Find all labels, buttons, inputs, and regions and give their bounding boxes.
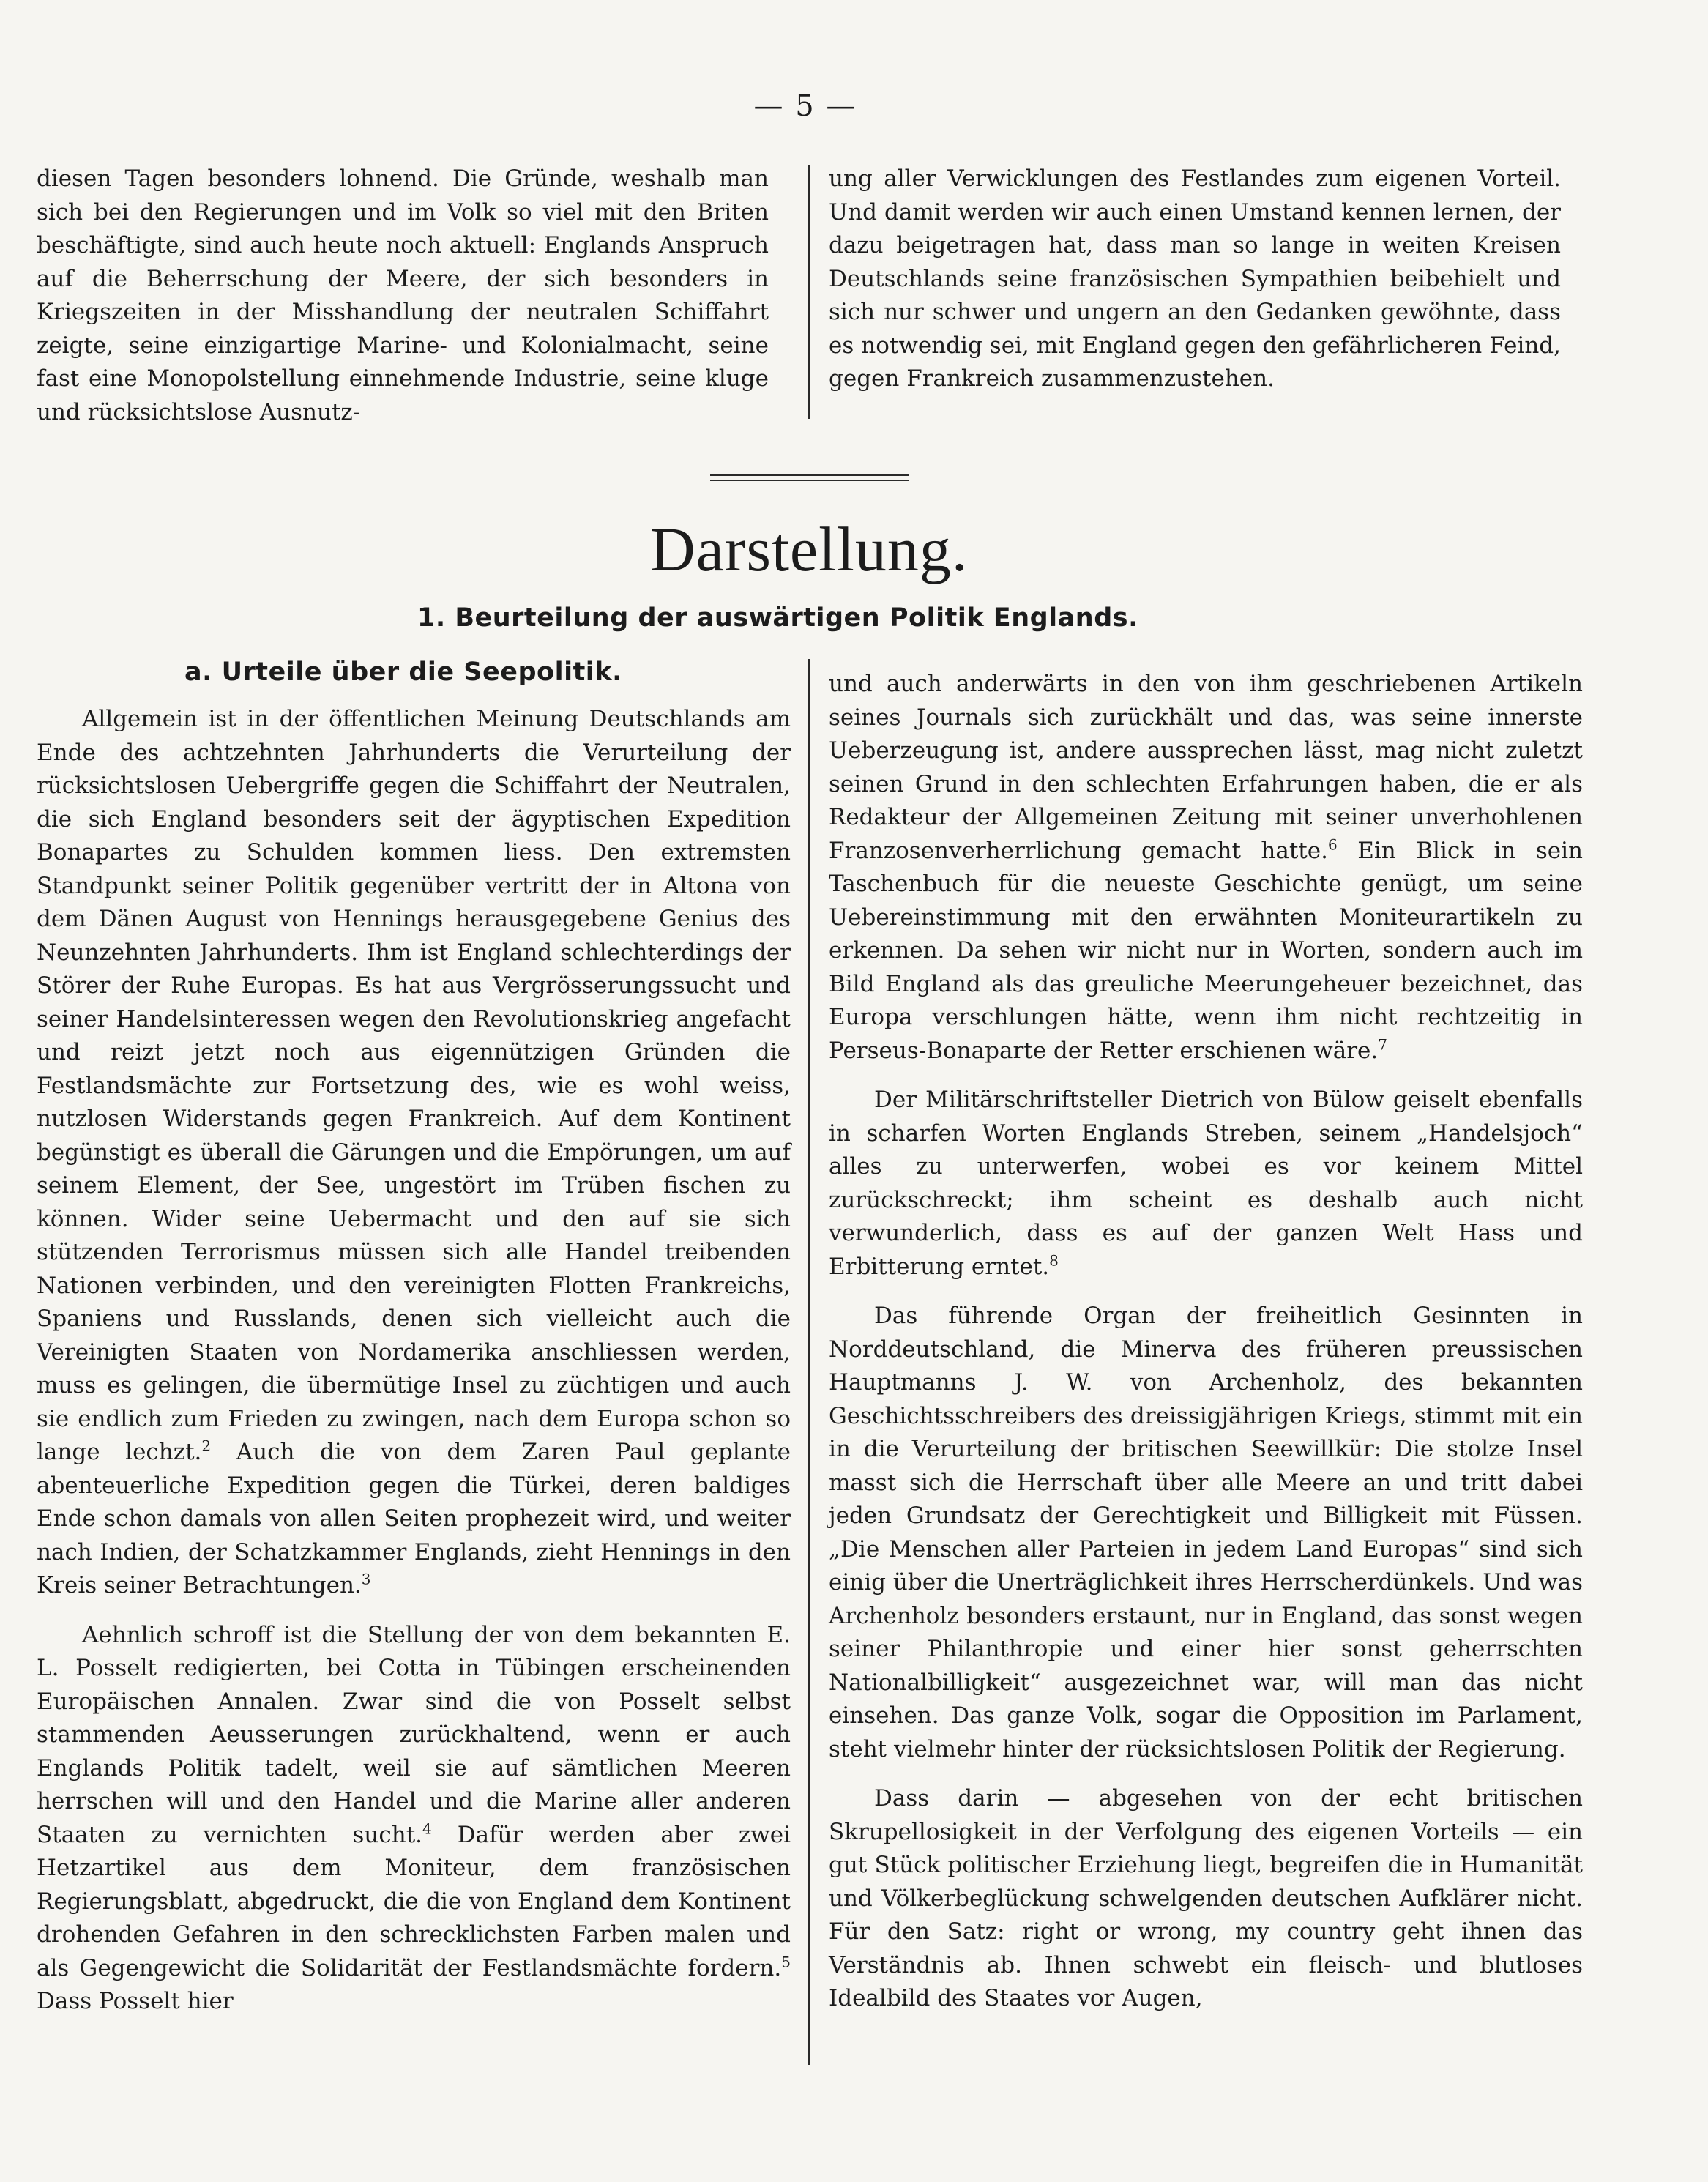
footnote-marker: 6	[1327, 835, 1338, 854]
intro-column-left	[37, 163, 769, 429]
footnote-marker: 2	[201, 1437, 212, 1455]
paragraph: ung aller Verwicklungen des Festlandes zum eigenen Vorteil. Und damit werden wir auch einen Umstand kennen lernen, der dazu beigetragen hat, dass man so lange in weiten Kreisen Deutschlands seine französischen Sympathien beibehielt und sich nur schwer und ungern an den Gedanken gewöhnte, dass es notwendig sei, mit England gegen den gefährlicheren Feind, gegen Frankreich zusammenzustehen.	[829, 165, 1561, 392]
body-column-right	[829, 668, 1583, 2016]
footnote-marker: 3	[361, 1570, 371, 1588]
footnote-marker: 8	[1049, 1251, 1059, 1270]
paragraph: Das führende Organ der freiheitlich Gesinnten in Norddeutschland, die Minerva des früheren preussischen Hauptmanns J. W. von Archenholz, des bekannten Geschichtsschreibers des dreissigjährigen Kriegs, stimmt mit ein in die Verurteilung der britischen Seewillkür: Die stolze Insel masst sich die Herrschaft über alle Meere an und tritt dabei jeden Grundsatz der Gerechtigkeit und Billigkeit mit Füssen. „Die Menschen aller Parteien in jedem Land Europas“ sind sich einig über die Unerträglichkeit ihres Herrscherdünkels. Und was Archenholz besonders erstaunt, nur in England, das sonst wegen seiner Philanthropie und einer hier sonst geherrschten Nationalbilligkeit“ ausgezeichnet war, will man das nicht einsehen. Das ganze Volk, sogar die Opposition im Parlament, steht vielmehr hinter der rücksichtslosen Politik der Regierung.	[829, 1303, 1583, 1762]
footnote-marker: 4	[422, 1820, 432, 1838]
column-divider	[808, 659, 810, 2065]
footnote-marker: 7	[1378, 1035, 1387, 1054]
paragraph: Allgemein ist in der öffentlichen Meinung Deutschlands am Ende des achtzehnten Jahrhunderts die Verurteilung der rücksichtslosen Uebergriffe gegen die Schiffahrt der Neutralen, die sich England besonders seit der ägyptischen Expedition Bonapartes zu Schulden kommen liess. Den extremsten Standpunkt seiner Politik gegenüber vertritt der in Altona von dem Dänen August von Hennings herausgegebene Genius des Neunzehnten Jahrhunderts. Ihm ist England schlechterdings der Störer der Ruhe Europas. Es hat aus Vergrösserungssucht und seiner Handelsinteressen wegen den Revolutionskrieg angefacht und reizt jetzt noch aus eigennützigen Gründen die Festlandsmächte zur Fortsetzung des, wie es wohl weiss, nutzlosen Widerstands gegen Frankreich. Auf dem Kontinent begünstigt es überall die Gärungen und die Empörungen, um auf seinem Element, der See, ungestört im Trüben fischen zu können. Wider seine Uebermacht und den auf sie sich stützenden Terrorismus müssen sich alle Handel treibenden Nationen verbinden, und den vereinigten Flotten Frankreichs, Spaniens und Russlands, denen sich vielleicht auch die Vereinigten Staaten von Nordamerika anschliessen werden, muss es gelingen, die übermütige Insel zu züchtigen und auch sie endlich zum Frieden zu zwingen, nach dem Europa schon so lange lechzt.$^2$ Auch die von dem Zaren Paul geplante abenteuerliche Expedition gegen die Türkei, deren baldiges Ende schon damals von allen Seiten prophezeit wird, und weiter nach Indien, der Schatzkammer Englands, zieht Hennings in den Kreis seiner Betrachtungen.$^3$	[37, 706, 791, 1598]
chapter-title: Darstellung.	[649, 514, 969, 584]
paragraph: Der Militärschriftsteller Dietrich von Bülow geiselt ebenfalls in scharfen Worten Englands Streben, seinem „Handelsjoch“ alles zu unterwerfen, wobei es vor keinem Mittel zurückschreckt; ihm scheint es deshalb auch nicht verwunderlich, dass es auf der ganzen Welt Hass und Erbitterung erntet.$^8$	[829, 1087, 1583, 1280]
body-column-left	[37, 703, 791, 2019]
paragraph: Aehnlich schroff ist die Stellung der von dem bekannten E. L. Posselt redigierten, bei Cotta in Tübingen erscheinenden Europäischen Annalen. Zwar sind die von Posselt selbst stammenden Aeusserungen zurückhaltend, wenn er auch Englands Politik tadelt, weil sie auf sämtlichen Meeren herrschen will und den Handel und die Marine aller anderen Staaten zu vernichten sucht.$^4$ Dafür werden aber zwei Hetzartikel aus dem Moniteur, dem französischen Regierungsblatt, abgedruckt, die die von England dem Kontinent drohenden Gefahren in den schrecklichsten Farben malen und als Gegengewicht die Solidarität der Festlandsmächte fordern.$^5$ Dass Posselt hier	[37, 1621, 791, 2014]
section-heading: 1. Beurteilung der auswärtigen Politik Englands.	[417, 603, 1138, 633]
column-divider	[808, 165, 810, 419]
page-number: — 5 —	[753, 89, 857, 123]
subsection-heading: a. Urteile über die Seepolitik.	[184, 658, 622, 687]
paragraph: Dass darin — abgesehen von der echt britischen Skrupellosigkeit in der Verfolgung des eigenen Vorteils — ein gut Stück politischer Erziehung liegt, begreifen die in Humanität und Völkerbeglückung schwelgenden deutschen Aufklärer nicht. Für den Satz: right or wrong, my country geht ihnen das Verständnis ab. Ihnen schwebt ein fleisch- und blutloses Idealbild des Staates vor Augen,	[829, 1785, 1583, 2011]
paragraph: diesen Tagen besonders lohnend. Die Gründe, weshalb man sich bei den Regierungen und im Volk so viel mit den Briten beschäftigte, sind auch heute noch aktuell: Englands Anspruch auf die Beherrschung der Meere, der sich besonders in Kriegszeiten in der Misshandlung der neutralen Schiffahrt zeigte, seine einzigartige Marine- und Kolonialmacht, seine fast eine Monopolstellung einnehmende Industrie, seine kluge und rücksichtslose Ausnutz-	[37, 165, 769, 425]
paragraph: und auch anderwärts in den von ihm geschriebenen Artikeln seines Journals sich zurückhält und das, was seine innerste Ueberzeugung ist, andere aussprechen lässt, mag nicht zuletzt seinen Grund in den schlechten Erfahrungen haben, die er als Redakteur der Allgemeinen Zeitung mit seiner unverhohlenen Franzosenverherrlichung gemacht hatte.$^6$ Ein Blick in sein Taschenbuch für die neueste Geschichte genügt, um seine Uebereinstimmung mit den erwähnten Moniteurartikeln zu erkennen. Da sehen wir nicht nur in Worten, sondern auch im Bild England als das greuliche Meerungeheuer bezeichnet, das Europa verschlungen hätte, wenn ihm nicht rechtzeitig in Perseus-Bonaparte der Retter erschienen wäre.$^7$	[829, 671, 1583, 1064]
section-divider	[710, 474, 909, 481]
intro-column-right	[829, 163, 1561, 396]
footnote-marker: 5	[781, 1953, 791, 1971]
